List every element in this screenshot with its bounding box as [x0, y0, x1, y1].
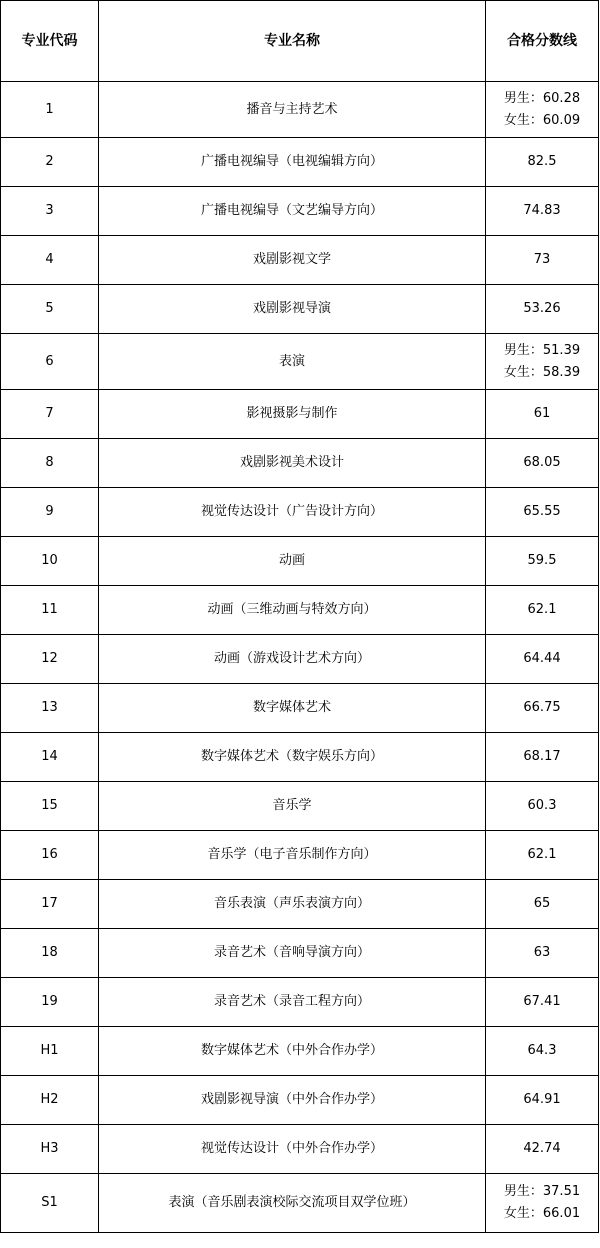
header-code: 专业代码	[1, 1, 99, 82]
cell-score	[486, 831, 599, 880]
table-row	[1, 929, 599, 978]
score-line: 74.83	[523, 203, 561, 218]
header-name: 专业名称	[99, 1, 486, 82]
cell-name: 数字媒体艺术（中外合作办学）	[99, 1027, 486, 1076]
table-row	[1, 782, 599, 831]
score-line: 61	[533, 406, 551, 421]
score-line: 女生：58.39	[503, 364, 581, 380]
cell-score	[486, 285, 599, 334]
table-row	[1, 586, 599, 635]
table-row	[1, 1027, 599, 1076]
cell-code: 17	[1, 880, 99, 929]
score-line: 64.44	[523, 651, 561, 666]
table-row	[1, 880, 599, 929]
cell-score	[486, 488, 599, 537]
table-row	[1, 439, 599, 488]
cell-name: 音乐表演（声乐表演方向）	[99, 880, 486, 929]
cell-score	[486, 236, 599, 285]
cell-name: 广播电视编导（文艺编导方向）	[99, 187, 486, 236]
score-line: 73	[533, 252, 551, 267]
cell-code: 11	[1, 586, 99, 635]
table-row	[1, 138, 599, 187]
cell-code: 14	[1, 733, 99, 782]
cell-name: 影视摄影与制作	[99, 390, 486, 439]
score-line: 62.1	[527, 602, 557, 617]
cell-score	[486, 880, 599, 929]
cell-code: 9	[1, 488, 99, 537]
cell-code: 15	[1, 782, 99, 831]
cell-score	[486, 187, 599, 236]
cell-name: 音乐学	[99, 782, 486, 831]
score-line: 65	[533, 896, 551, 911]
score-line: 82.5	[527, 154, 557, 169]
cell-score	[486, 684, 599, 733]
cell-code: 16	[1, 831, 99, 880]
table-row	[1, 285, 599, 334]
score-line: 42.74	[523, 1141, 561, 1156]
cell-name: 动画（三维动画与特效方向）	[99, 586, 486, 635]
cell-name: 戏剧影视美术设计	[99, 439, 486, 488]
cell-score	[486, 390, 599, 439]
table-row	[1, 635, 599, 684]
table-row	[1, 537, 599, 586]
cell-name: 动画	[99, 537, 486, 586]
table-row	[1, 684, 599, 733]
header-score: 合格分数线	[486, 1, 599, 82]
cell-name: 播音与主持艺术	[99, 82, 486, 138]
score-line: 63	[533, 945, 551, 960]
cell-score	[486, 929, 599, 978]
table-row	[1, 390, 599, 439]
table-row	[1, 978, 599, 1027]
table-row	[1, 187, 599, 236]
cell-name: 广播电视编导（电视编辑方向）	[99, 138, 486, 187]
score-line: 男生：51.39	[503, 342, 581, 358]
cell-score	[486, 334, 599, 390]
header-row	[1, 1, 599, 82]
cell-code: 4	[1, 236, 99, 285]
score-line: 59.5	[527, 553, 557, 568]
score-line: 女生：66.01	[503, 1206, 581, 1221]
cell-code: 1	[1, 82, 99, 138]
cell-score	[486, 635, 599, 684]
cell-score	[486, 439, 599, 488]
cell-code: 7	[1, 390, 99, 439]
cell-code: 8	[1, 439, 99, 488]
score-line: 65.55	[523, 504, 561, 519]
table-row	[1, 82, 599, 138]
table-header	[1, 1, 599, 82]
table-row	[1, 334, 599, 390]
score-line: 66.75	[523, 700, 561, 715]
cell-score	[486, 1125, 599, 1174]
cell-code: H2	[1, 1076, 99, 1125]
cell-code: 13	[1, 684, 99, 733]
score-line: 女生：60.09	[503, 112, 581, 128]
score-line: 68.17	[523, 749, 561, 764]
cell-name: 数字媒体艺术	[99, 684, 486, 733]
table-row	[1, 236, 599, 285]
score-line: 60.3	[527, 798, 557, 813]
table-row	[1, 831, 599, 880]
score-line: 男生：37.51	[503, 1184, 581, 1199]
cell-code: 3	[1, 187, 99, 236]
cell-code: 5	[1, 285, 99, 334]
score-line: 64.91	[523, 1092, 561, 1107]
cell-name: 戏剧影视文学	[99, 236, 486, 285]
cell-score	[486, 586, 599, 635]
cell-name: 录音艺术（音响导演方向）	[99, 929, 486, 978]
cell-code: H3	[1, 1125, 99, 1174]
cell-name: 动画（游戏设计艺术方向）	[99, 635, 486, 684]
score-line: 68.05	[523, 455, 561, 470]
table-row	[1, 1076, 599, 1125]
cell-score	[486, 1027, 599, 1076]
cell-score	[486, 1076, 599, 1125]
table-body	[1, 82, 599, 1233]
cell-code: 18	[1, 929, 99, 978]
score-line: 64.3	[527, 1043, 557, 1058]
cell-name: 录音艺术（录音工程方向）	[99, 978, 486, 1027]
cell-name: 表演（音乐剧表演校际交流项目双学位班）	[99, 1174, 486, 1233]
cell-name: 视觉传达设计（中外合作办学）	[99, 1125, 486, 1174]
cell-score	[486, 733, 599, 782]
cell-name: 表演	[99, 334, 486, 390]
cell-name: 数字媒体艺术（数字娱乐方向）	[99, 733, 486, 782]
cell-code: 2	[1, 138, 99, 187]
table-row	[1, 733, 599, 782]
score-line: 67.41	[523, 994, 561, 1009]
cell-score	[486, 782, 599, 831]
cell-score	[486, 978, 599, 1027]
cell-name: 戏剧影视导演	[99, 285, 486, 334]
cell-name: 戏剧影视导演（中外合作办学）	[99, 1076, 486, 1125]
cell-code: 12	[1, 635, 99, 684]
cell-name: 视觉传达设计（广告设计方向）	[99, 488, 486, 537]
cell-code: H1	[1, 1027, 99, 1076]
table-row	[1, 488, 599, 537]
cell-score	[486, 537, 599, 586]
cell-code: 10	[1, 537, 99, 586]
cell-name: 音乐学（电子音乐制作方向）	[99, 831, 486, 880]
table-row	[1, 1174, 599, 1233]
cell-score	[486, 82, 599, 138]
table-row	[1, 1125, 599, 1174]
cell-score	[486, 138, 599, 187]
score-line: 53.26	[523, 301, 561, 316]
score-line: 62.1	[527, 847, 557, 862]
cell-code: 19	[1, 978, 99, 1027]
cell-score	[486, 1174, 599, 1233]
cell-code: 6	[1, 334, 99, 390]
score-line: 男生：60.28	[503, 90, 581, 106]
cell-code: S1	[1, 1174, 99, 1233]
